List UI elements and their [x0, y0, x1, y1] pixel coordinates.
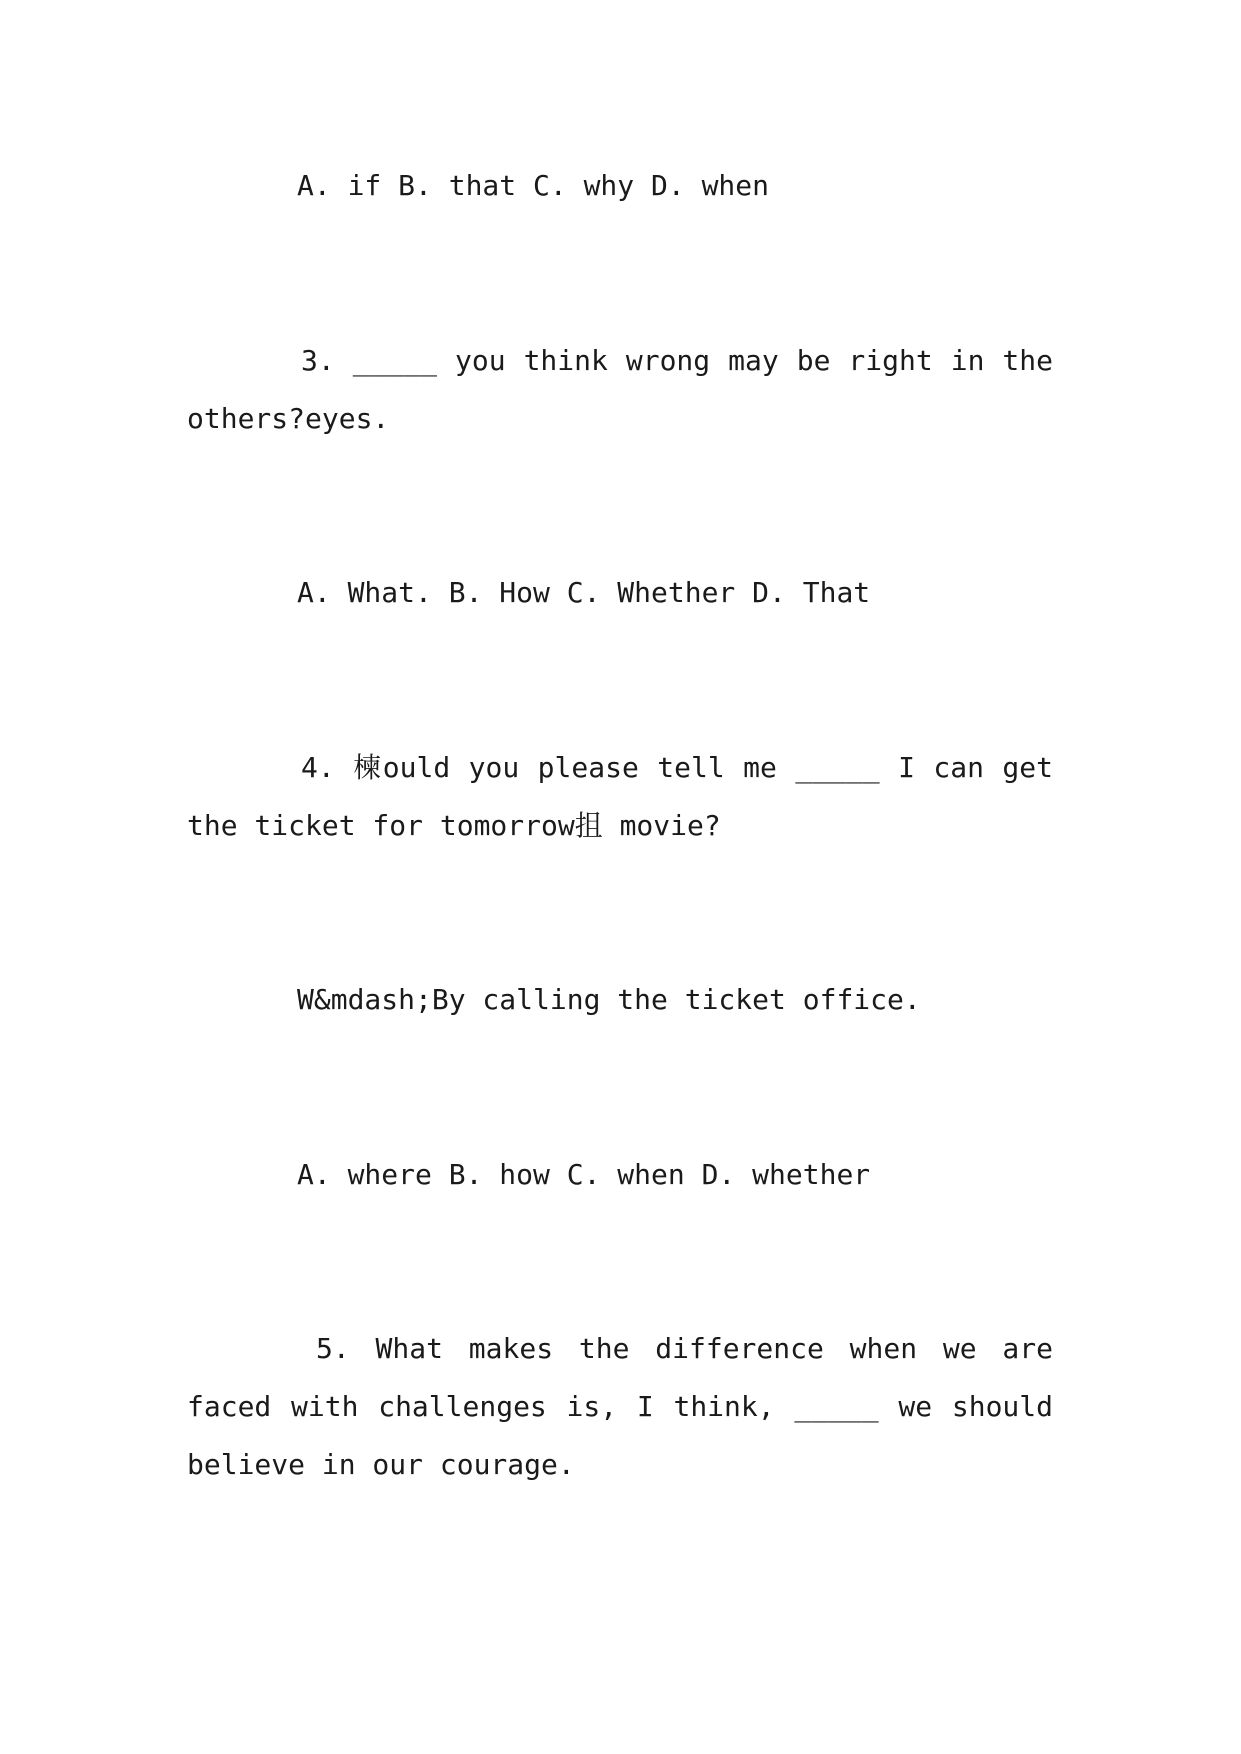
question-3-text-line-2: others?eyes. [187, 402, 390, 435]
question-2-options: A. if B. that C. why D. when [297, 169, 770, 202]
question-3-options: A. What. B. How C. Whether D. That [297, 576, 871, 609]
question-5-text-line-3: believe in our courage. [187, 1448, 575, 1481]
question-5-text-line-1: 5. What makes the difference when we are [316, 1332, 1053, 1365]
question-4-text-line-2: the ticket for tomorrow抯 movie? [187, 809, 721, 842]
question-3-text-line-1: 3. _____ you think wrong may be right in the [301, 344, 1053, 377]
question-5-text-line-2: faced with challenges is, I think, _____ we should [187, 1390, 1053, 1423]
question-4-reply: W&mdash;By calling the ticket office. [297, 983, 921, 1016]
question-4-text-line-1: 4. 楝ould you please tell me _____ I can get [301, 751, 1053, 784]
question-4-options: A. where B. how C. when D. whether [297, 1158, 871, 1191]
